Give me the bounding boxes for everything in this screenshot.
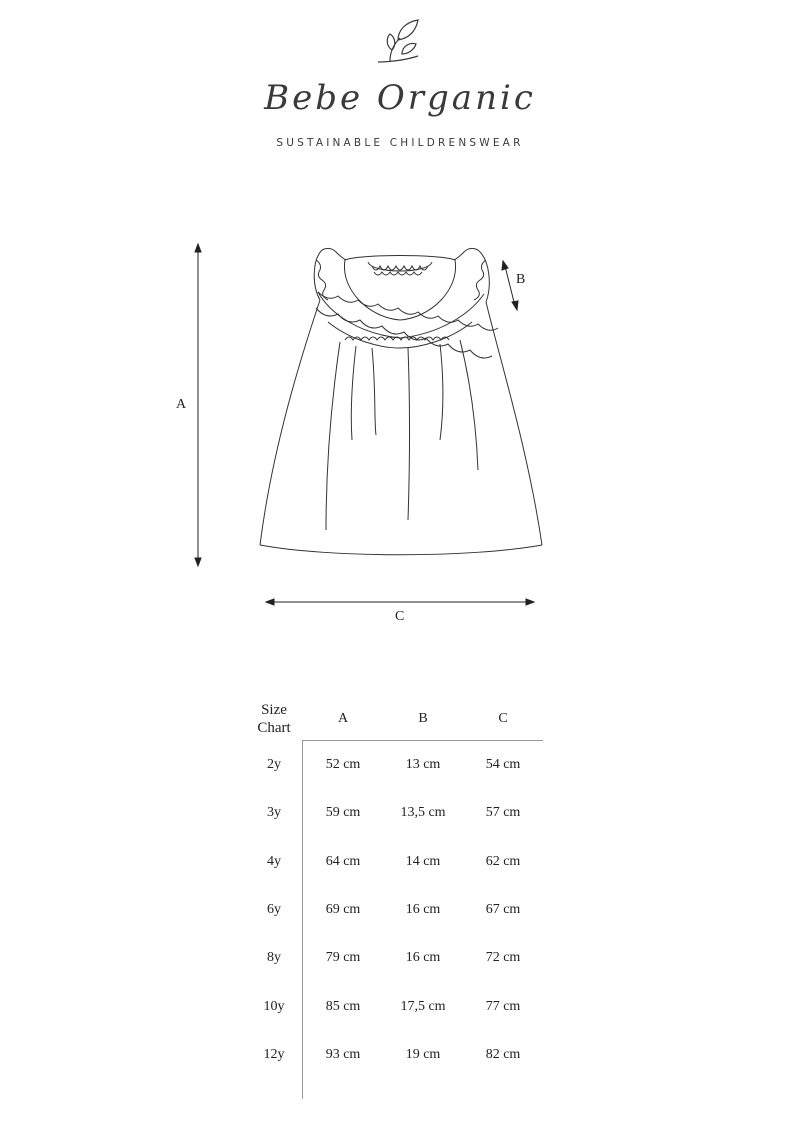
value-cell-b: 16 cm bbox=[405, 902, 441, 918]
size-chart-corner-line2: Chart bbox=[257, 720, 291, 737]
brand-tagline: SUSTAINABLE CHILDRENSWEAR bbox=[276, 137, 524, 149]
size-cell: 4y bbox=[267, 853, 281, 869]
value-cell-c: 67 cm bbox=[485, 902, 521, 918]
value-cell-c: 82 cm bbox=[485, 1046, 521, 1062]
size-chart-corner bbox=[246, 698, 303, 741]
value-cell-c: 57 cm bbox=[485, 805, 521, 821]
value-cell-c: 62 cm bbox=[485, 853, 521, 869]
table-row bbox=[246, 982, 543, 1030]
dimension-label-b: B bbox=[516, 272, 526, 287]
value-cell-b: 13,5 cm bbox=[400, 805, 446, 821]
value-cell-a: 59 cm bbox=[303, 789, 384, 837]
value-cell-b: 17,5 cm bbox=[400, 998, 446, 1014]
brand-name: Bebe Organic bbox=[264, 78, 536, 118]
size-cell: 6y bbox=[267, 902, 281, 918]
size-chart-header-row bbox=[246, 698, 543, 741]
dress-diagram bbox=[0, 230, 800, 650]
column-header-b: B bbox=[383, 698, 463, 741]
padding-cell bbox=[463, 1079, 543, 1099]
table-row bbox=[246, 886, 543, 934]
table-padding-row bbox=[246, 1079, 543, 1099]
value-cell-b: 16 cm bbox=[405, 950, 441, 966]
value-cell-b: 14 cm bbox=[405, 853, 441, 869]
dimension-arrow-c bbox=[266, 599, 534, 605]
size-cell: 3y bbox=[267, 805, 281, 821]
value-cell-b: 13 cm bbox=[405, 757, 441, 773]
padding-cell bbox=[383, 1079, 463, 1099]
column-header-c: C bbox=[463, 698, 543, 741]
padding-cell bbox=[303, 1079, 384, 1099]
value-cell-a: 79 cm bbox=[303, 934, 384, 982]
value-cell-a: 64 cm bbox=[303, 838, 384, 886]
value-cell-c: 77 cm bbox=[485, 998, 521, 1014]
table-row bbox=[246, 1031, 543, 1079]
table-row bbox=[246, 934, 543, 982]
size-cell: 2y bbox=[267, 756, 281, 772]
column-header-a: A bbox=[303, 698, 384, 741]
size-chart-corner-line1: Size bbox=[261, 702, 287, 719]
value-cell-a: 85 cm bbox=[303, 982, 384, 1030]
value-cell-c: 54 cm bbox=[485, 757, 521, 773]
value-cell-a: 69 cm bbox=[303, 886, 384, 934]
leaf-logo-icon bbox=[368, 16, 428, 68]
dress-outline bbox=[260, 248, 542, 554]
size-cell: 10y bbox=[263, 998, 285, 1014]
value-cell-a: 93 cm bbox=[303, 1031, 384, 1079]
padding-cell bbox=[246, 1079, 303, 1099]
size-cell: 8y bbox=[267, 950, 281, 966]
dimension-arrow-a bbox=[195, 244, 201, 566]
value-cell-a: 52 cm bbox=[303, 741, 384, 790]
dimension-label-a: A bbox=[176, 397, 187, 412]
size-chart-table bbox=[246, 698, 543, 1099]
table-row bbox=[246, 789, 543, 837]
value-cell-b: 19 cm bbox=[405, 1046, 441, 1062]
value-cell-c: 72 cm bbox=[485, 950, 521, 966]
size-cell: 12y bbox=[263, 1046, 285, 1062]
table-row bbox=[246, 741, 543, 790]
table-row bbox=[246, 838, 543, 886]
dimension-label-c: C bbox=[395, 609, 405, 624]
